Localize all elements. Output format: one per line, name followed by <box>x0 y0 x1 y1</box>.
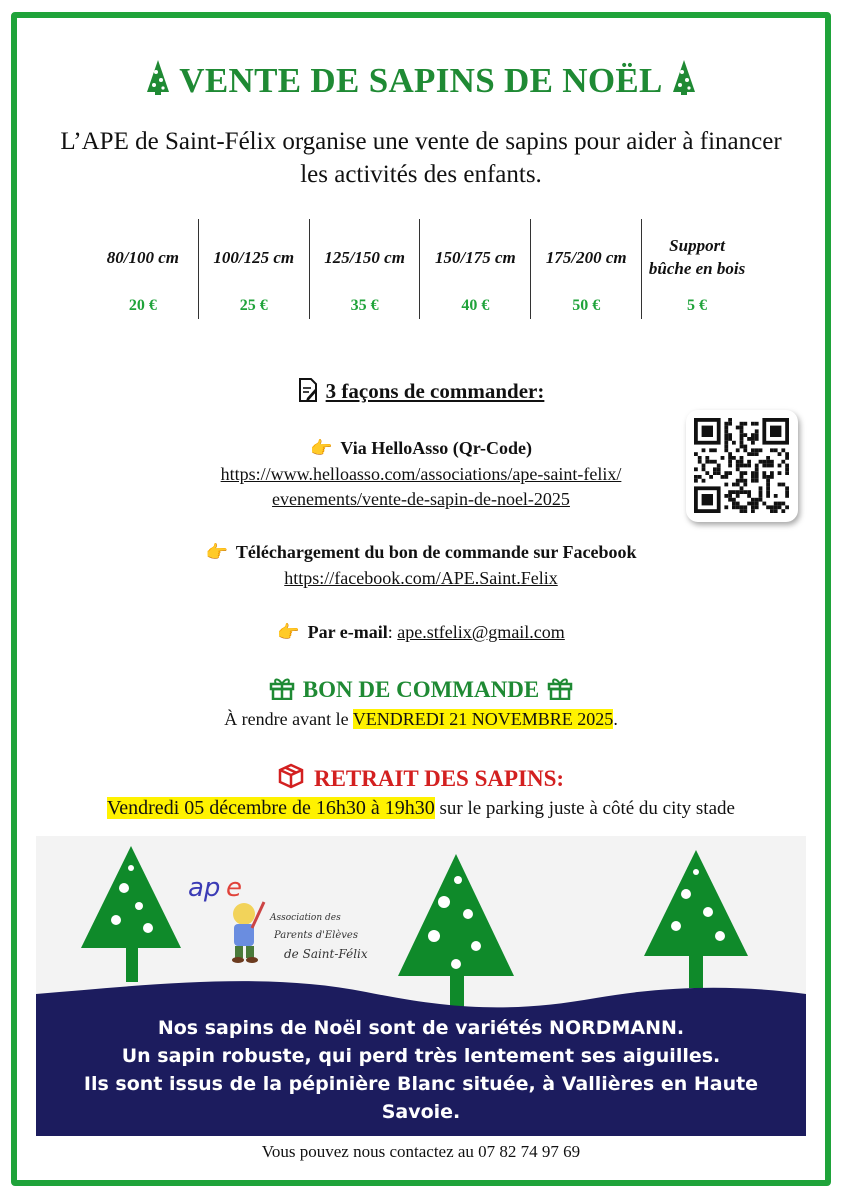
banner-line: Un sapin robuste, qui perd très lentement ses aiguilles. <box>121 1045 721 1067</box>
price-column <box>199 219 310 319</box>
pointing-hand-icon: 👉 <box>277 622 300 642</box>
facebook-link[interactable]: https://facebook.com/APE.Saint.Felix <box>284 568 558 588</box>
svg-text:Parents d'Elèves: Parents d'Elèves <box>274 930 358 941</box>
price-value: 50 € <box>572 297 601 314</box>
svg-text:e: e <box>226 873 242 903</box>
size-label: Support bûche en bois <box>648 236 746 278</box>
facebook-label-text: Téléchargement du bon de commande sur Facebook <box>235 542 637 562</box>
svg-text:de Saint-Félix: de Saint-Félix <box>284 947 368 961</box>
email-link[interactable]: ape.stfelix@gmail.com <box>397 622 565 642</box>
price-value: 40 € <box>461 297 490 314</box>
qr-code[interactable] <box>686 410 798 522</box>
helloasso-link-continued[interactable]: evenements/vente-de-sapin-de-noel-2025 <box>272 489 570 509</box>
price-value: 5 € <box>687 297 708 314</box>
order-heading <box>0 378 842 408</box>
gift-icon <box>269 676 295 706</box>
size-label: 150/175 cm <box>435 247 516 267</box>
facebook-label <box>0 539 842 565</box>
banner-text <box>36 1014 806 1126</box>
gift-icon <box>547 676 573 706</box>
helloasso-label-text: Via HelloAsso (Qr-Code) <box>340 438 533 458</box>
deadline-suffix: . <box>613 709 618 729</box>
pointing-hand-icon: 👉 <box>309 438 333 458</box>
retrait-details <box>0 795 842 822</box>
intro-text: L’APE de Saint-Félix organise une vente de sapins pour aider à financer les activités des enfants. <box>60 128 782 188</box>
helloasso-link[interactable]: https://www.helloasso.com/associations/ape-saint-felix/ <box>220 464 622 484</box>
retrait-heading-text: RETRAIT DES SAPINS: <box>313 766 565 791</box>
retrait-heading <box>0 763 842 795</box>
size-label: 175/200 cm <box>545 247 627 267</box>
size-label: 125/150 cm <box>324 247 405 267</box>
document-edit-icon <box>298 378 318 408</box>
retrait-date: Vendredi 05 décembre de 16h30 à 19h30 <box>107 797 435 819</box>
tree-icon <box>669 58 699 105</box>
email-separator: : <box>387 622 398 642</box>
title-text: VENTE DE SAPINS DE NOËL <box>179 61 663 100</box>
banner-line: Nos sapins de Noël sont de variétés NORDMANN. <box>157 1017 685 1039</box>
price-column <box>88 219 199 319</box>
info-banner <box>36 836 806 1136</box>
bon-heading-text: BON DE COMMANDE <box>302 677 540 702</box>
retrait-place: sur le parking juste à côté du city stade <box>434 798 735 819</box>
order-heading-text: 3 façons de commander: <box>325 379 545 403</box>
bon-heading <box>0 676 842 706</box>
email-label: Par e-mail <box>307 622 388 642</box>
price-value: 25 € <box>239 297 268 314</box>
banner-line: Ils sont issus de la pépinière Blanc située, à Vallières en Haute <box>83 1073 759 1095</box>
size-label: 80/100 cm <box>106 247 180 267</box>
deadline-date: VENDREDI 21 NOVEMBRE 2025 <box>352 709 614 729</box>
page-title <box>0 58 842 105</box>
pointing-hand-icon: 👉 <box>205 542 228 562</box>
price-value: 35 € <box>350 297 379 314</box>
tree-illustration <box>644 850 748 988</box>
ape-logo <box>186 858 386 973</box>
price-value: 20 € <box>128 297 157 314</box>
price-column <box>420 219 531 319</box>
contact-footer: Vous pouvez nous contactez au 07 82 74 97 69 <box>261 1142 581 1161</box>
price-column <box>642 219 752 319</box>
tree-icon <box>143 58 173 105</box>
size-label: 100/125 cm <box>213 247 295 267</box>
tree-illustration <box>398 854 514 1016</box>
svg-text:ap: ap <box>188 873 221 903</box>
deadline-prefix: À rendre avant le <box>224 709 353 729</box>
email-row <box>0 619 842 645</box>
price-column <box>531 219 642 319</box>
price-column <box>310 219 421 319</box>
bon-deadline <box>0 706 842 732</box>
price-table <box>88 219 752 319</box>
banner-line: Savoie. <box>381 1101 461 1123</box>
package-icon <box>278 763 304 795</box>
tree-illustration <box>81 846 181 982</box>
svg-text:Association des: Association des <box>270 913 341 923</box>
